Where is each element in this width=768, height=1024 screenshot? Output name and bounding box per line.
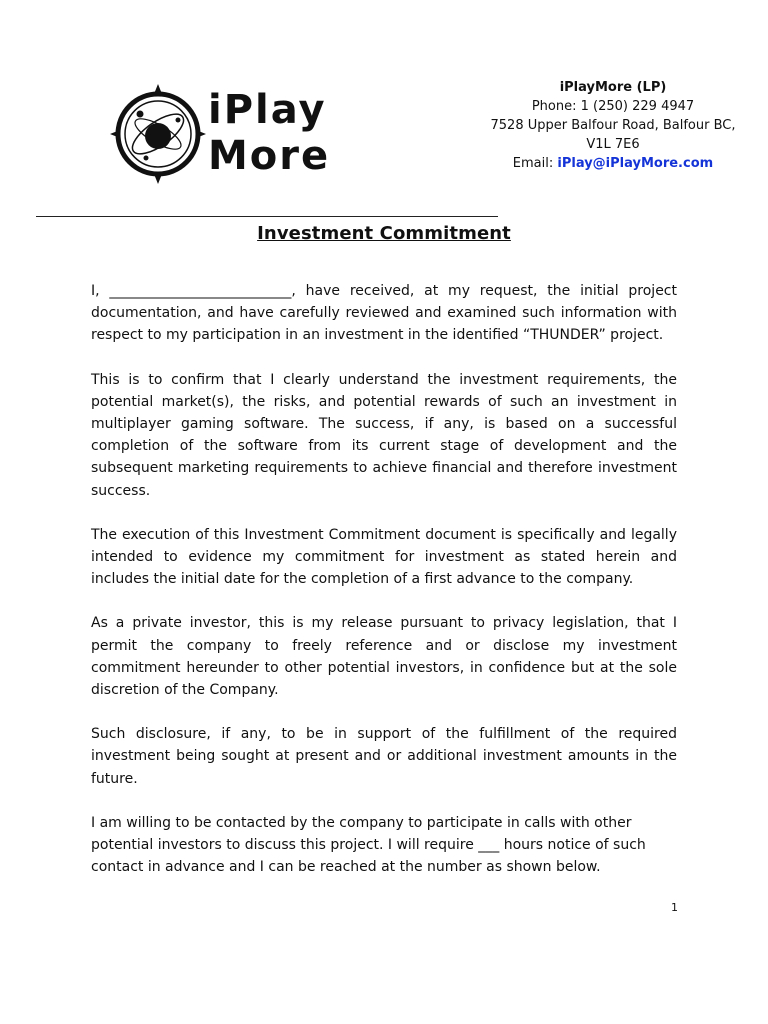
company-contact-block xyxy=(488,78,738,173)
paragraph-5: Such disclosure, if any, to be in support of the fulfillment of the required investment being sought at present and or additional investment amounts in the future. xyxy=(91,726,677,787)
company-logo xyxy=(110,84,400,184)
document-title: Investment Commitment xyxy=(257,223,511,244)
document-body xyxy=(91,280,677,900)
paragraph-4: As a private investor, this is my release pursuant to privacy legislation, that I permit the company to freely reference and or disclose my investment commitment hereunder to other potential investors, in confidence but at the sole discretion of the Company. xyxy=(91,615,677,699)
paragraph-6: I am willing to be contacted by the company to participate in calls with other potential investors to discuss this project. I will require ___ hours notice of such contact in advance and I can be reached at the number as shown below. xyxy=(91,814,646,876)
paragraph-2: This is to confirm that I clearly understand the investment requirements, the potential market(s), the risks, and potential rewards of such an investment in multiplayer gaming software. The success, if any, is based on a successful completion of the software from its current stage of development and the subsequent marketing requirements to achieve financial and therefore investment success. xyxy=(91,371,677,499)
page-number: 1 xyxy=(671,901,678,914)
company-address-line1: 7528 Upper Balfour Road, Balfour BC, xyxy=(490,118,736,133)
logo-wordmark xyxy=(208,87,331,179)
logo-wordmark-line1: iPlay xyxy=(208,87,327,133)
company-phone: Phone: 1 (250) 229 4947 xyxy=(531,99,695,114)
company-email-label: Email: xyxy=(512,156,554,171)
paragraph-3: The execution of this Investment Commitment document is specifically and legally intended to evidence my commitment for investment as stated herein and includes the initial date for the completion of a first advance to the company. xyxy=(91,526,677,588)
paragraph-1: I, __________________________, have received, at my request, the initial project documentation, and have carefully reviewed and examined such information with respect to my participation in an investment in the identified “THUNDER” project. xyxy=(91,283,677,344)
planet-orbit-icon xyxy=(110,84,206,184)
logo-wordmark-line2: More xyxy=(208,133,331,179)
company-email-link[interactable]: iPlay@iPlayMore.com xyxy=(557,156,714,171)
company-address-line2: V1L 7E6 xyxy=(586,137,640,152)
header-divider xyxy=(36,216,498,217)
company-email-row xyxy=(488,154,738,173)
company-name: iPlayMore (LP) xyxy=(559,80,667,95)
